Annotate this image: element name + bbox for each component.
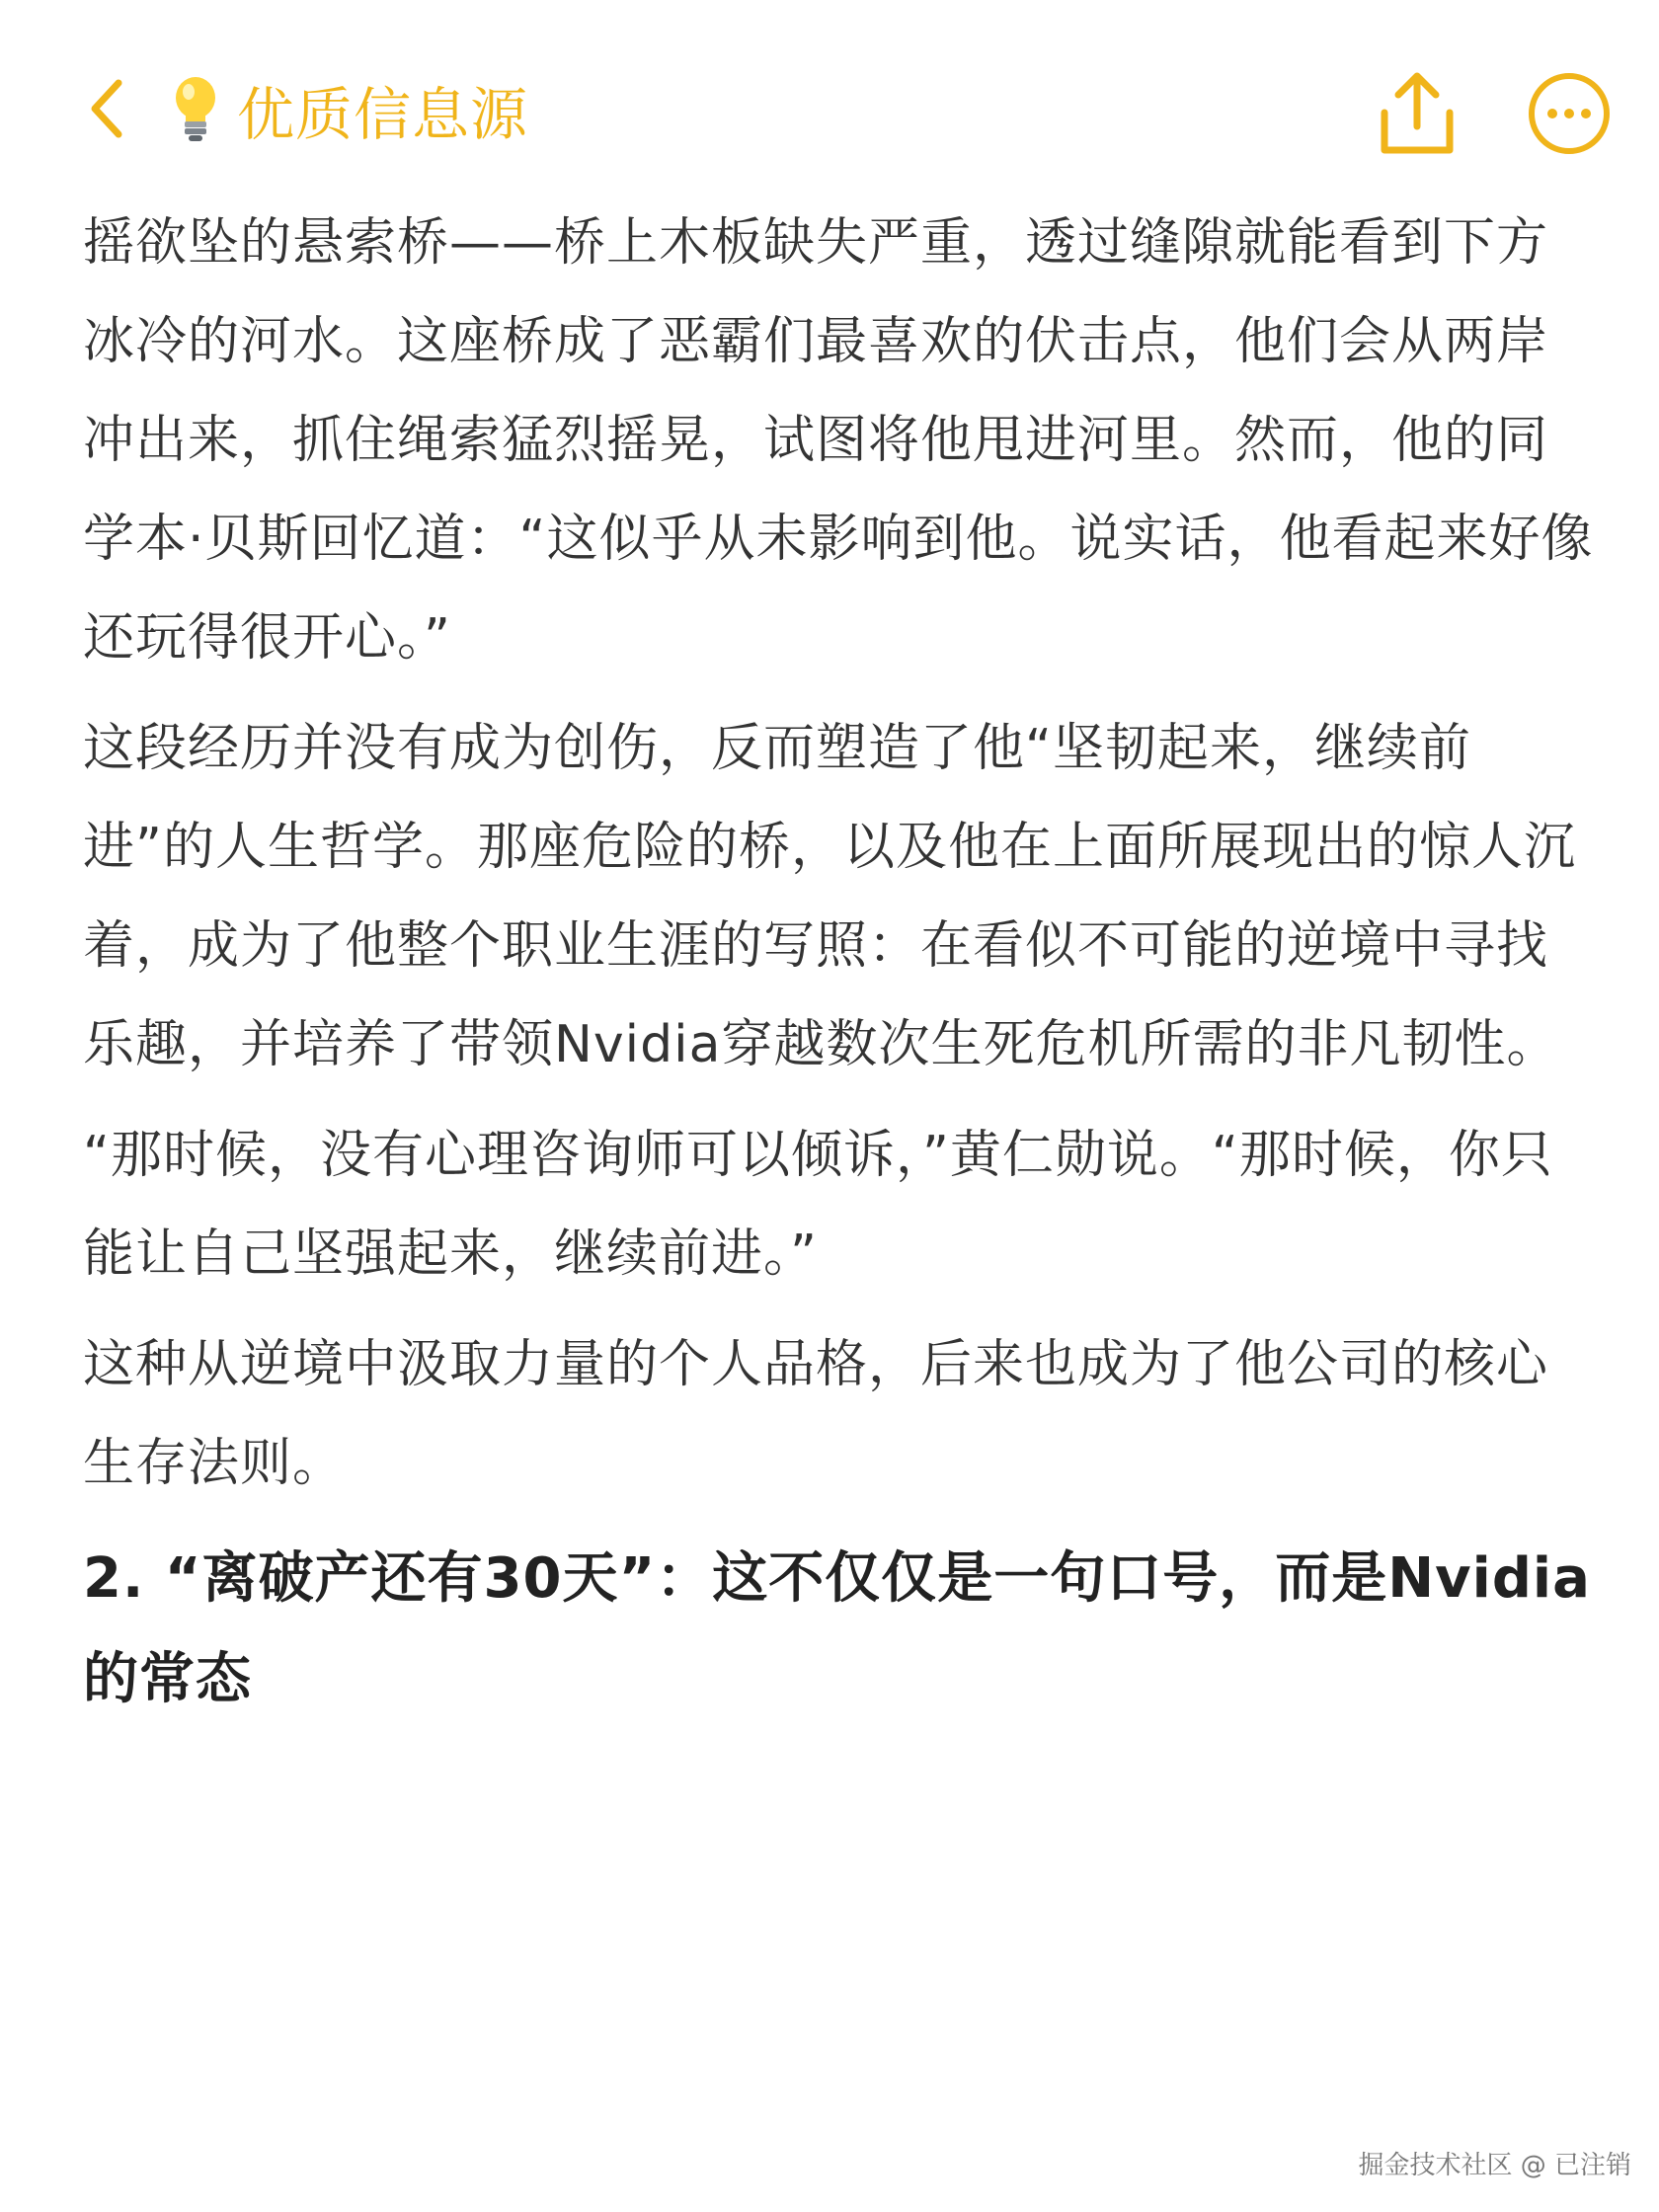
section-heading: 2. “离破产还有30天”：这不仅仅是一句口号，而是Nvidia的常态: [83, 1546, 1591, 1711]
back-button[interactable]: [77, 69, 136, 148]
share-icon: [1373, 65, 1462, 160]
lightbulb-icon: [168, 74, 223, 145]
top-bar: [0, 0, 1659, 198]
paragraph: 摇欲坠的悬索桥——桥上木板缺失严重，透过缝隙就能看到下方冰冷的河水。这座桥成了恶霸们最喜欢的伏击点，他们会从两岸冲出来，抓住绳索猛烈摇晃，试图将他甩进河里。然而，他的同学本·贝斯回忆道：“这似乎从未影响到他。说实话，他看起来好像还玩得很开心。”: [83, 213, 1594, 668]
share-button[interactable]: [1373, 65, 1462, 160]
page-title: 优质信息源: [237, 81, 529, 148]
page-title-group: [168, 67, 528, 152]
article-body: [83, 194, 1594, 1730]
watermark: 掘金技术社区 @ 已注销: [1358, 2151, 1631, 2180]
more-icon: [1527, 71, 1612, 156]
paragraph: “那时候，没有心理咨询师可以倾诉，”黄仁勋说。“那时候，你只能让自己坚强起来，继续前进。”: [83, 1126, 1553, 1284]
more-button[interactable]: [1527, 71, 1612, 156]
paragraph: 这种从逆境中汲取力量的个人品格，后来也成为了他公司的核心生存法则。: [83, 1335, 1549, 1493]
chevron-left-icon: [87, 77, 126, 140]
paragraph: 这段经历并没有成为创伤，反而塑造了他“坚韧起来，继续前进”的人生哲学。那座危险的桥，以及他在上面所展现出的惊人沉着，成为了他整个职业生涯的写照：在看似不可能的逆境中寻找乐趣，并培养了带领Nvidia穿越数次生死危机所需的非凡韧性。: [83, 719, 1576, 1074]
